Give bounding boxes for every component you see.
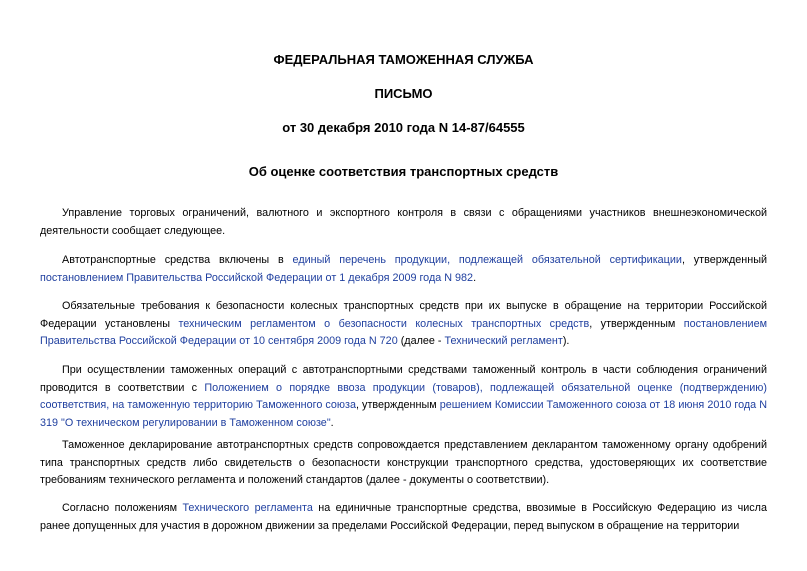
paragraph-3 — [40, 298, 767, 351]
link-unified-list[interactable]: единый перечень продукции, подлежащей обязательной сертификации — [292, 254, 682, 266]
paragraph-text: Автотранспортные средства включены в — [62, 254, 293, 266]
link-technical-regulation[interactable]: техническим регламентом о безопасности колесных транспортных средств — [178, 317, 590, 330]
paragraph-text: . — [330, 416, 334, 429]
link-tech-reg-short[interactable]: Технический регламент — [444, 335, 563, 347]
paragraph-text: При осуществлении таможенных операций с автотранспортными средствами таможенный контроль в части соблюдения ограничений проводится в соответствии с — [40, 364, 767, 394]
link-resolution-720[interactable]: постановлением Правительства Российской Федерации от 10 сентября 2009 года N 720 — [40, 317, 768, 347]
paragraph-text: Управление торговых ограничений, валютного и экспортного контроля в связи с обращениями участников внешнеэкономической деятельности сообщает следующее. — [40, 207, 767, 237]
paragraph-text: Таможенное декларирование автотранспортных средств сопровождается представлением декларантом таможенному органу одобрений типа транспортных средств либо свидетельств о безопасности конструкции транспортного средства, удостоверяющих их соответствие требованиям технического регламента и положений стандартов (далее - документы о соответствии). — [40, 439, 767, 486]
paragraph-text: , утвержденный — [681, 254, 767, 266]
link-decision-319[interactable]: решением Комиссии Таможенного союза от 18 июня 2010 года N 319 "О техническом регулировании в Таможенном союзе" — [40, 399, 768, 429]
document-date-number: от 30 декабря 2010 года N 14-87/64555 — [282, 120, 525, 135]
agency-name: ФЕДЕРАЛЬНАЯ ТАМОЖЕННАЯ СЛУЖБА — [273, 52, 534, 67]
link-import-regulation[interactable]: Положением о порядке ввоза продукции (товаров), подлежащей обязательной оценке (подтверждению) соответствия, на таможенную территорию Таможенного союза — [40, 381, 768, 411]
paragraph-text: , утвержденным — [356, 399, 440, 411]
paragraph-text: Обязательные требования к безопасности колесных транспортных средств при их выпуске в обращение на территории Российской Федерации установлены — [40, 300, 767, 330]
paragraph-text: Согласно положениям — [62, 502, 183, 514]
link-resolution-982[interactable]: постановлением Правительства Российской Федерации от 1 декабря 2009 года N 982 — [40, 271, 474, 284]
paragraph-1 — [40, 205, 767, 240]
paragraph-text: . — [473, 271, 477, 284]
paragraph-4 — [40, 362, 767, 432]
paragraph-2 — [40, 252, 767, 287]
paragraph-text: , утвержденным — [589, 317, 684, 330]
document-title: Об оценке соответствия транспортных средств — [248, 164, 559, 179]
paragraph-text: ). — [562, 335, 570, 347]
paragraph-6 — [40, 500, 767, 535]
link-tech-reg-ref[interactable]: Технического регламента — [182, 502, 313, 514]
document-type: ПИСЬМО — [374, 86, 433, 101]
paragraph-text: на единичные транспортные средства, ввозимые в Российскую Федерацию из числа ранее допущенных для участия в дорожном движении за пределами Российской Федерации, перед выпуском в обращение на территории — [40, 502, 767, 532]
paragraph-text: (далее - — [397, 335, 445, 347]
paragraph-5 — [40, 437, 767, 490]
